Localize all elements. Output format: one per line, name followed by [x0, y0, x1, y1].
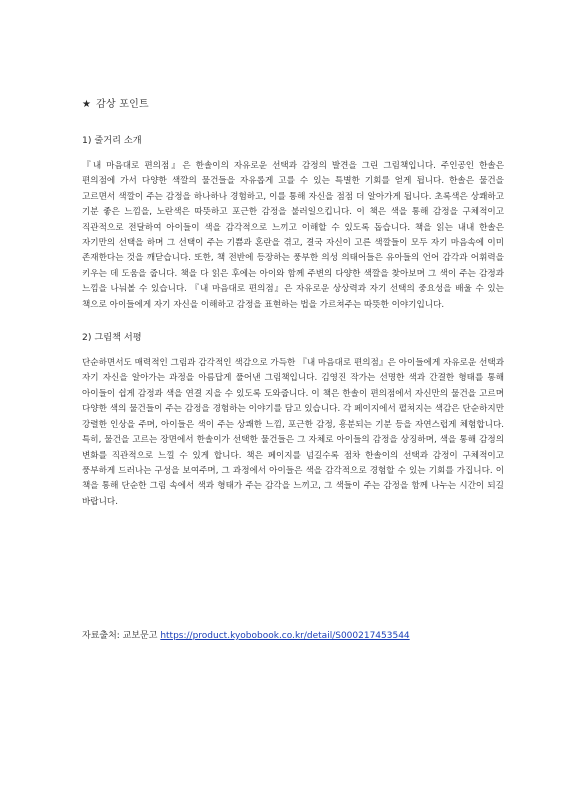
section-heading: [82, 95, 504, 110]
plot-summary-body: 『내 마음대로 편의점』은 한솔이의 자유로운 선택과 감정의 발견을 그린 그림책입니다. 주인공인 한솔은 편의점에 가서 다양한 색깔의 물건들을 자유롭게 고를 수 있는 특별한 기회를 얻게 됩니다. 한솔은 물건을 고르면서 색깔이 주는 감정을 하나하나 경험하고, 이를 통해 자신을 점점 더 알아가게 됩니다. 초록색은 상쾌하고 기분 좋은 느낌을, 노란색은 따뜻하고 포근한 감정을 불러일으킵니다. 이 책은 색을 통해 감정을 구체적이고 직관적으로 전달하여 아이들이 색을 감각적으로 느끼고 이해할 수 있도록 돕습니다. 책을 읽는 내내 한솔은 자기만의 선택을 하며 그 선택이 주는 기쁨과 혼란을 겪고, 결국 자신이 고른 색깔들이 모두 자기 마음속에 이미 존재한다는 것을 깨닫습니다. 또한, 책 전반에 등장하는 풍부한 의성 의태어들은 유아들의 언어 감각과 어휘력을 키우는 데 도움을 줍니다. 책을 다 읽은 후에는 아이와 함께 주변의 다양한 색깔을 찾아보며 그 색이 주는 감정과 느낌을 나눠볼 수 있습니다. 『내 마음대로 편의점』은 자유로운 상상력과 자기 선택의 중요성을 배울 수 있는 책으로 아이들에게 자기 자신을 이해하고 감정을 표현하는 법을 가르쳐주는 따뜻한 이야기입니다.: [82, 161, 504, 310]
source-line: [82, 628, 410, 641]
heading-title: 감상 포인트: [96, 99, 149, 110]
star-icon: ★: [82, 99, 92, 110]
book-review-title: 2) 그림책 서평: [82, 332, 142, 344]
source-label: 자료출처: 교보문고: [82, 631, 158, 641]
book-review-body: 단순하면서도 매력적인 그림과 감각적인 색감으로 가득한 『내 마음대로 편의점』은 아이들에게 자유로운 선택과 자기 자신을 알아가는 과정을 아름답게 풀어낸 그림책입니다. 김영진 작가는 선명한 색과 간결한 형태를 통해 아이들이 쉽게 감정과 색을 연결 지을 수 있도록 도와줍니다. 이 책은 한솔이 편의점에서 자신만의 물건을 고르며 다양한 색의 물건들이 주는 감정을 경험하는 이야기를 담고 있습니다. 각 페이지에서 펼쳐지는 색감은 단순하지만 강렬한 인상을 주며, 아이들은 색이 주는 상쾌한 느낌, 포근한 감정, 흥분되는 기분 등을 자연스럽게 체험합니다. 특히, 물건을 고르는 장면에서 한솔이가 선택한 물건들은 그 자체로 아이들의 감정을 상징하며, 색을 통해 감정의 변화를 직관적으로 느낄 수 있게 합니다. 책은 페이지를 넘길수록 점차 한솔이의 선택과 감정이 구체적이고 풍부하게 드러나는 구성을 보여주며, 그 과정에서 아이들은 색을 감각적으로 경험할 수 있는 기회를 가집니다. 이 책을 통해 단순한 그림 속에서 색과 형태가 주는 감각을 느끼고, 그 색들이 주는 감정을 함께 나누는 시간이 되길 바랍니다.: [82, 358, 504, 507]
source-link[interactable]: https://product.kyobobook.co.kr/detail/S000217453544: [160, 631, 410, 641]
plot-summary-title: 1) 줄거리 소개: [82, 135, 142, 146]
